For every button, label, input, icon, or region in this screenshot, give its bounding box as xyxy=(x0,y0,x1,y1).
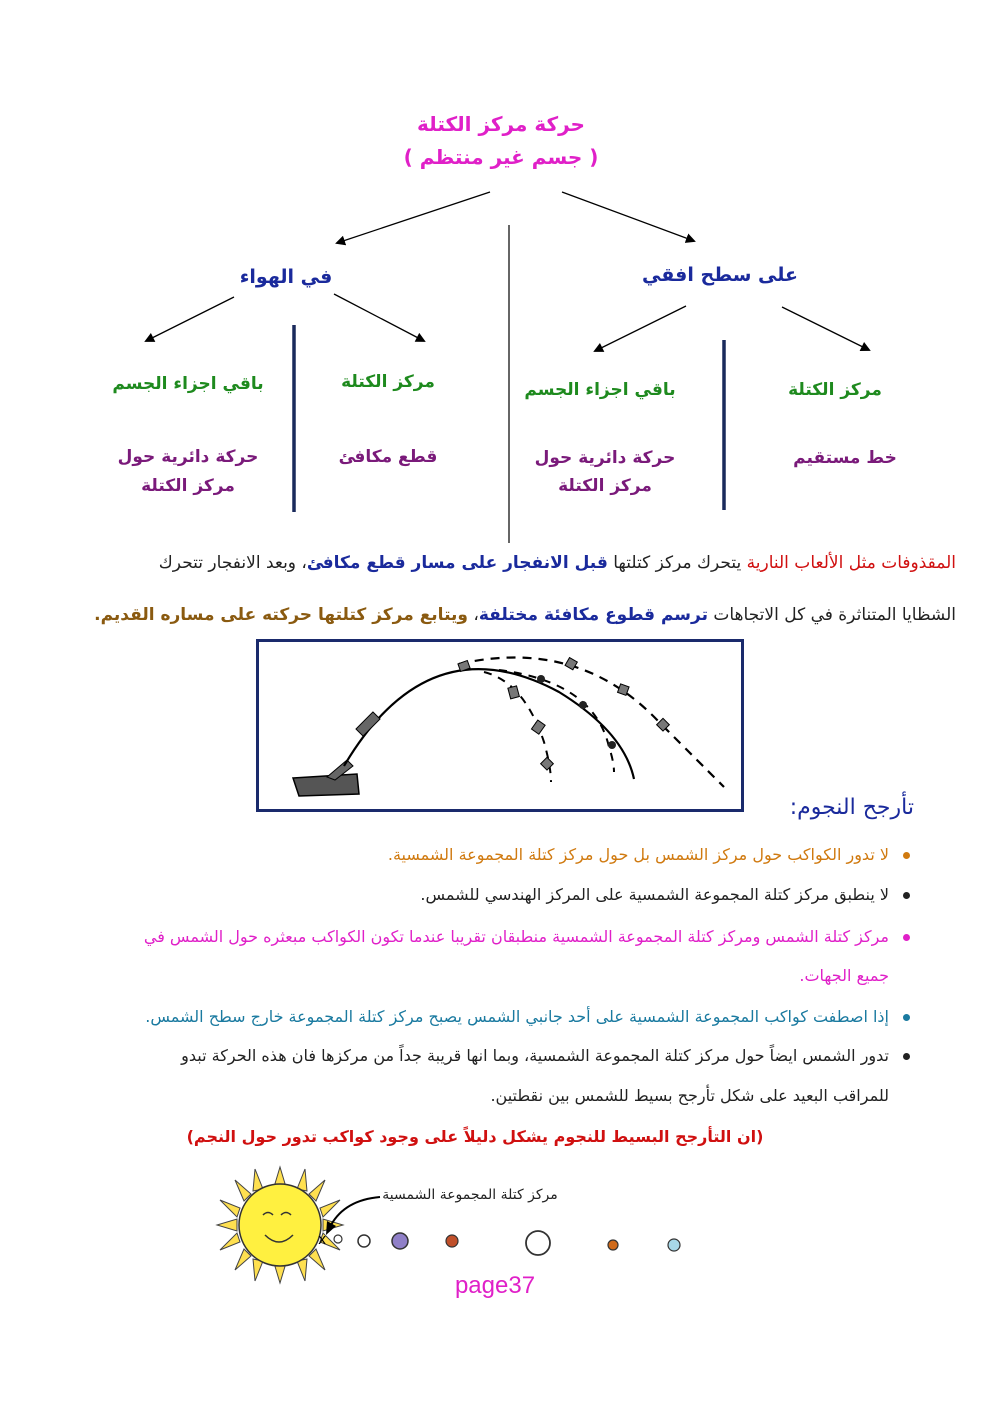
wobble-conclusion: (ان التأرجح البسيط للنجوم يشكل دليلاً على وجود كواكب تدور حول النجم) xyxy=(186,1127,764,1146)
cm-point-icon xyxy=(537,675,545,683)
bullet-icon xyxy=(903,1014,910,1021)
star-wobble-heading: تأرجح النجوم: xyxy=(789,795,914,820)
wobble-bullet-5: تدور الشمس ايضاً حول مركز كتلة المجموعة الشمسية، وبما انها قريبة جداً من مركزها فان هذه الحركة تبدو xyxy=(181,1046,910,1065)
fragments-parabolas-text: ترسم قطوع مكافئة مختلفة xyxy=(478,605,708,625)
page-number: page37 xyxy=(454,1272,536,1299)
projectile-example: المقذوفات مثل الألعاب النارية xyxy=(746,553,956,573)
cm-continues-text: ويتابع مركز كتلتها حركته على مساره القديم. xyxy=(94,605,468,625)
fragment-icon xyxy=(541,757,554,770)
bullet-icon xyxy=(903,852,910,859)
barycenter-marker: x xyxy=(318,1232,327,1248)
planet-icon xyxy=(334,1235,342,1243)
cm-point-icon xyxy=(608,741,616,749)
fireworks-figure xyxy=(256,639,744,812)
planet-icon xyxy=(526,1231,550,1255)
fragment-icon xyxy=(531,720,545,734)
wobble-bullet-5-continued: للمراقب البعيد على شكل تأرجح بسيط للشمس بين نقطتين. xyxy=(490,1086,889,1105)
bullet-icon xyxy=(903,1053,910,1060)
arrow-surface-parts xyxy=(595,306,686,351)
arrow-air-parts xyxy=(146,297,234,341)
projectile-paragraph-line2: الشظايا المتناثرة في كل الاتجاهات ترسم قطوع مكافئة مختلفة، ويتابع مركز كتلتها حركته على مساره القديم. xyxy=(94,605,956,625)
air-parts-label: باقي اجزاء الجسم xyxy=(112,374,264,394)
launcher-icon xyxy=(293,774,359,796)
air-parts-value-2: مركز الكتلة xyxy=(141,476,235,496)
arrow-air-cm xyxy=(334,294,424,341)
cm-trajectory xyxy=(344,669,634,779)
bullet-icon xyxy=(903,934,910,941)
wobble-bullet-1: لا تدور الكواكب حول مركز الشمس بل حول مركز كتلة المجموعة الشمسية. xyxy=(388,845,910,864)
air-cm-label: مركز الكتلة xyxy=(341,372,435,392)
planet-icon xyxy=(668,1239,680,1251)
fragment-icon xyxy=(508,686,520,699)
before-explosion-text: قبل الانفجار على مسار قطع مكافئ xyxy=(306,553,608,573)
wobble-bullet-3: مركز كتلة الشمس ومركز كتلة المجموعة الشمسية منطبقان تقريبا عندما تكون الكواكب مبعثره حول الشمس في xyxy=(144,927,910,946)
fireworks-trajectory-drawing xyxy=(259,642,741,809)
projectile-paragraph-line1: المقذوفات مثل الألعاب النارية يتحرك مركز كتلتها قبل الانفجار على مسار قطع مكافئ، وبعد الانفجار تتحرك xyxy=(158,553,956,573)
planet-icon xyxy=(608,1240,618,1250)
planet-icon xyxy=(358,1235,370,1247)
air-parts-value-1: حركة دائرية حول xyxy=(117,447,259,467)
wobble-bullet-3-continued: جميع الجهات. xyxy=(799,966,889,985)
planet-icon xyxy=(446,1235,458,1247)
tree-root-title: حركة مركز الكتلة xyxy=(417,112,585,136)
wobble-bullet-4: إذا اصطفت كواكب المجموعة الشمسية على أحد جانبي الشمس يصبح مركز كتلة المجموعة خارج سطح الشمس. xyxy=(145,1007,910,1026)
wobble-bullet-2: لا ينطبق مركز كتلة المجموعة الشمسية على المركز الهندسي للشمس. xyxy=(420,885,910,904)
arrow-root-left xyxy=(337,192,490,243)
tree-root-subtitle: ( جسم غير منتظم ) xyxy=(403,145,599,169)
barycenter-caption: مركز كتلة المجموعة الشمسية xyxy=(382,1187,558,1203)
surface-cm-label: مركز الكتلة xyxy=(788,380,882,400)
arrow-root-right xyxy=(562,192,694,241)
surface-parts-value-2: مركز الكتلة xyxy=(558,476,652,496)
surface-parts-label: باقي اجزاء الجسم xyxy=(524,380,676,400)
planet-icon xyxy=(392,1233,408,1249)
bullet-icon xyxy=(903,892,910,899)
branch-horizontal-surface: على سطح افقي xyxy=(642,264,798,286)
arrow-surface-cm xyxy=(782,307,869,350)
branch-in-air: في الهواء xyxy=(239,266,333,288)
sun-planets-figure xyxy=(215,1165,705,1285)
sun-icon xyxy=(217,1167,343,1283)
surface-cm-value: خط مستقيم xyxy=(793,448,897,468)
cm-point-icon xyxy=(579,701,587,709)
air-cm-value: قطع مكافئ xyxy=(338,447,438,467)
surface-parts-value-1: حركة دائرية حول xyxy=(534,448,676,468)
